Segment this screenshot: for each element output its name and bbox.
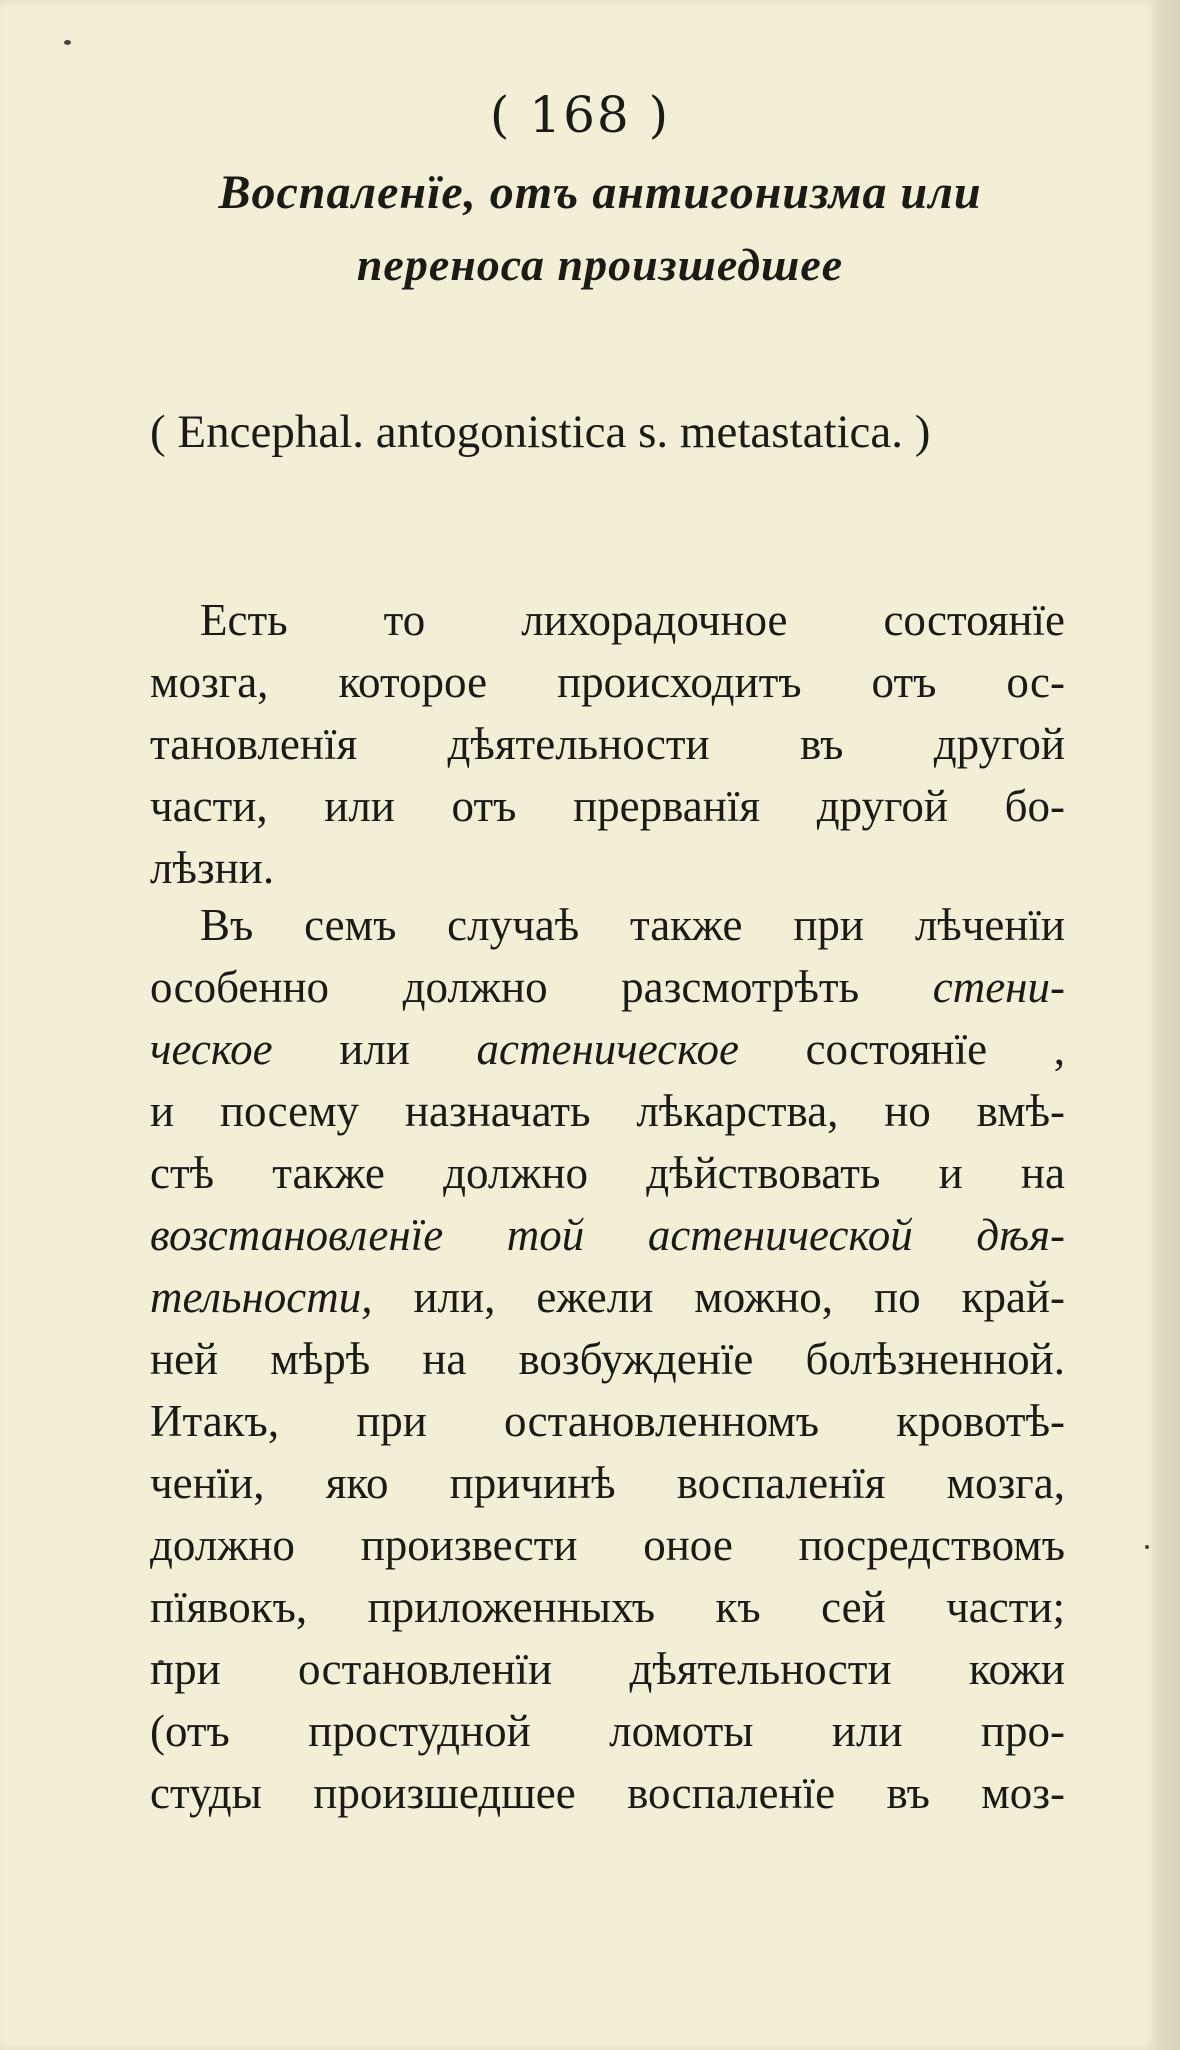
- text-line: ней мѣрѣ на возбужденїе болѣзненной.: [150, 1334, 1065, 1384]
- page-number: ( 168 ): [489, 86, 671, 144]
- text-line: ченїи, яко причинѣ воспаленїя мозга,: [150, 1458, 1065, 1508]
- text-line: Итакъ, при остановленномъ кровотѣ-: [150, 1396, 1065, 1446]
- italic-term: стени-: [932, 962, 1065, 1012]
- text-line: пїявокъ, приложенныхъ къ сей части;: [150, 1582, 1065, 1632]
- text-line: лѣзни.: [150, 843, 275, 893]
- text-line: мозга, которое происходитъ отъ ос-: [150, 657, 1065, 707]
- text-line: тановленїя дѣятельности въ другой: [150, 719, 1065, 769]
- text-run: состоянїе ,: [738, 1024, 1065, 1074]
- text-line: и посему назначать лѣкарства, но вмѣ-: [150, 1086, 1065, 1136]
- text-run: или, ежели можно, по край-: [372, 1272, 1065, 1322]
- italic-text-line: возстановленїе той астенической дѣя-: [150, 1210, 1065, 1260]
- text-line: должно произвести оное посредствомъ: [150, 1520, 1065, 1570]
- text-line: Есть то лихорадочное состоянїе: [200, 595, 1065, 645]
- text-line: при остановленїи дѣятельности кожи: [150, 1644, 1065, 1694]
- section-heading-line-1: Воспаленїе, отъ антигонизма или: [218, 166, 982, 219]
- text-line: (отъ простудной ломоты или про-: [150, 1706, 1065, 1756]
- text-line: [150, 1019, 1065, 1079]
- text-line: [150, 1267, 1065, 1327]
- italic-term: астеническое: [476, 1024, 739, 1074]
- text-line: [150, 957, 1065, 1017]
- text-line: студы произшедшее воспаленїе въ моз-: [150, 1768, 1065, 1818]
- italic-term: тельности,: [150, 1272, 373, 1322]
- ink-speck: [1145, 1545, 1149, 1549]
- ink-speck: [64, 40, 71, 45]
- text-line: части, или отъ прерванїя другой бо-: [150, 781, 1065, 831]
- text-run: особенно должно разсмотрѣть: [150, 962, 933, 1012]
- page-edge: [1160, 0, 1180, 2050]
- text-line: стѣ также должно дѣйствовать и на: [150, 1148, 1065, 1198]
- italic-term: ческое: [150, 1024, 273, 1074]
- latin-disease-name: ( Encephal. antogonistica s. metastatica. ): [150, 406, 931, 458]
- text-line: Въ семъ случаѣ также при лѣченїи: [200, 900, 1065, 950]
- section-heading-line-2: переноса произшедшее: [356, 239, 844, 290]
- text-run: или: [272, 1024, 477, 1074]
